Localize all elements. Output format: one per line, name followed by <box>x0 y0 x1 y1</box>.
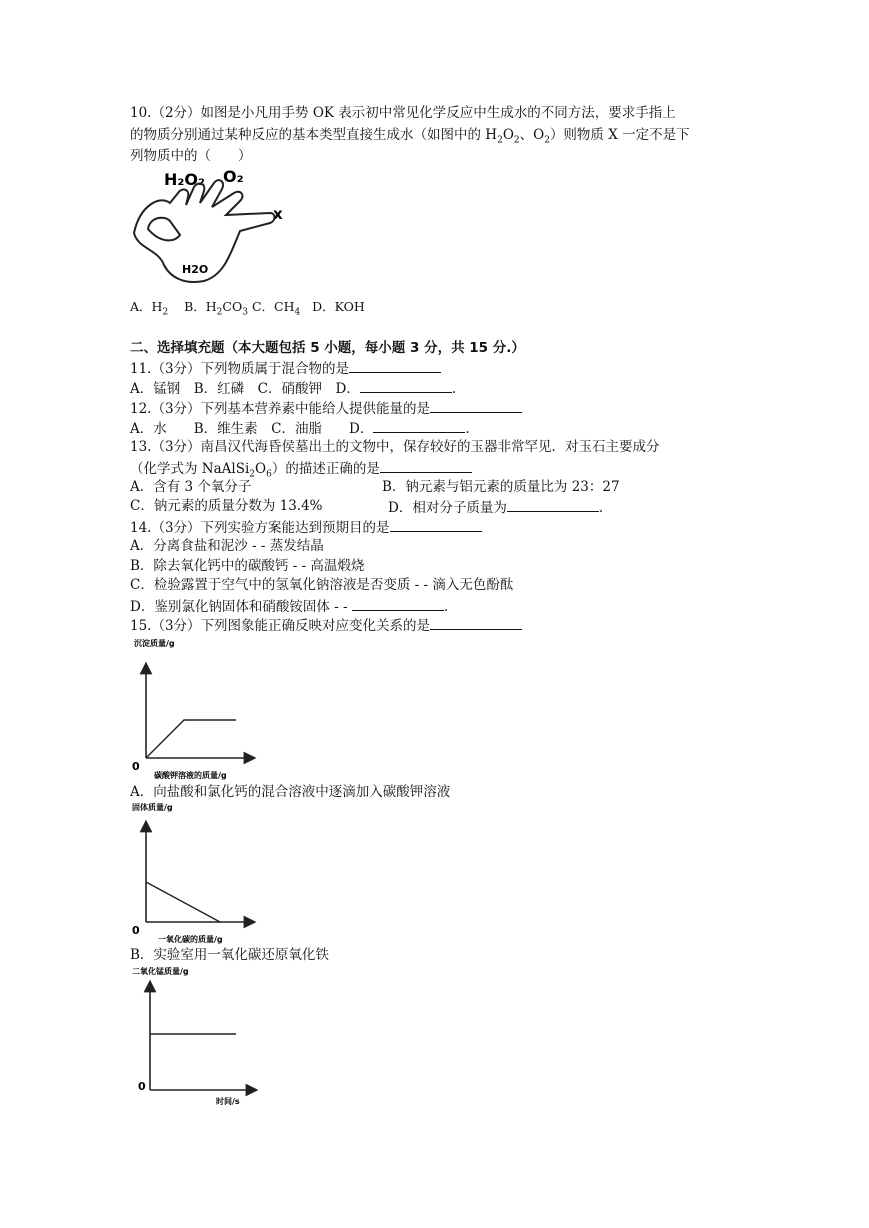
graph-a-ylabel: 沉淀质量/g <box>134 639 175 648</box>
q13-option-a: A．含有 3 个氧分子 <box>130 479 252 495</box>
q15-stem: 15.（3分）下列图象能正确反映对应变化关系的是 <box>130 615 522 635</box>
graph-c-ylabel: 二氧化锰质量/g <box>132 967 189 976</box>
graph-b-origin: 0 <box>132 924 140 937</box>
graph-b-ylabel: 固体质量/g <box>132 803 173 812</box>
q11-stem: 11.（3分）下列物质属于混合物的是 <box>130 358 441 378</box>
q15-caption-a: A．向盐酸和氯化钙的混合溶液中逐滴加入碳酸钾溶液 <box>130 784 451 800</box>
graph-b-xlabel: 一氧化碳的质量/g <box>158 935 223 944</box>
graph-c <box>128 964 258 1109</box>
q13-option-d-blank[interactable] <box>507 497 599 512</box>
q12-options: A．水 B．维生素 C．油脂 D． . <box>130 418 470 438</box>
q12-stem: 12.（3分）下列基本营养素中能给人提供能量的是 <box>130 398 522 418</box>
graph-b-line <box>146 882 220 922</box>
graph-a-line <box>146 720 236 758</box>
q13-option-c: C．钠元素的质量分数为 13.4% <box>130 498 323 514</box>
graph-b <box>128 800 258 945</box>
q13-option-b: B．钠元素与铝元素的质量比为 23：27 <box>382 479 620 495</box>
q10-stem-line3: 列物质中的（ ） <box>130 148 252 164</box>
q12-option-d-blank[interactable] <box>373 418 465 433</box>
q15-answer-blank[interactable] <box>430 615 522 630</box>
q14-option-a: A．分离食盐和泥沙 - - 蒸发结晶 <box>130 538 324 554</box>
ok-hand-figure <box>130 165 290 290</box>
q12-answer-blank[interactable] <box>430 398 522 413</box>
q10-stem-line2: 的物质分别通过某种反应的基本类型直接生成水（如图中的 $H_2O_2$、$O_2$）则物质 X 一定不是下 <box>130 127 690 146</box>
graph-a <box>128 632 258 782</box>
q13-stem-line1: 13.（3分）南昌汉代海昏侯墓出土的文物中，保存较好的玉器非常罕见．对玉石主要成分 <box>130 439 660 455</box>
q10-stem-line1: 10.（2分）如图是小凡用手势 OK 表示初中常见化学反应中生成水的不同方法，要求手指上 <box>130 105 676 121</box>
fig-label-x: x <box>273 205 283 223</box>
q13-option-d: D．相对分子质量为 . <box>388 497 603 517</box>
q14-option-c: C．检验露置于空气中的氢氧化钠溶液是否变质 - - 滴入无色酚酞 <box>130 577 514 593</box>
q15-caption-b: B．实验室用一氧化碳还原氧化铁 <box>130 947 329 963</box>
graph-c-origin: 0 <box>138 1080 146 1093</box>
fig-label-h2o2: H₂O₂ <box>164 170 206 189</box>
fig-label-o2: O₂ <box>223 167 244 186</box>
q13-answer-blank[interactable] <box>380 458 472 473</box>
q10-options: A．$H_2$ B．$H_2CO_3$ C．$CH_4$ D．KOH <box>130 299 365 318</box>
section-2-title: 二、选择填充题（本大题包括 5 小题，每小题 3 分，共 15 分.） <box>130 340 525 356</box>
q14-option-d: D．鉴别氯化钠固体和硝酸铵固体 - - . <box>130 596 448 616</box>
graph-a-xlabel: 碳酸钾溶液的质量/g <box>154 771 227 780</box>
q14-option-b: B．除去氧化钙中的碳酸钙 - - 高温煅烧 <box>130 558 365 574</box>
fig-label-water: H2O <box>182 263 209 276</box>
graph-c-xlabel: 时间/s <box>216 1097 240 1106</box>
q11-answer-blank[interactable] <box>349 358 441 373</box>
q13-stem-line2: （化学式为 $NaAlSi_2O_6$）的描述正确的是 <box>130 458 472 484</box>
q14-stem: 14.（3分）下列实验方案能达到预期目的是 <box>130 517 482 537</box>
q14-option-d-blank[interactable] <box>352 596 444 611</box>
q11-option-d-blank[interactable] <box>360 378 452 393</box>
q11-options: A．锰钢 B．红磷 C．硝酸钾 D． . <box>130 378 456 398</box>
graph-a-origin: 0 <box>132 760 140 773</box>
q14-answer-blank[interactable] <box>390 517 482 532</box>
